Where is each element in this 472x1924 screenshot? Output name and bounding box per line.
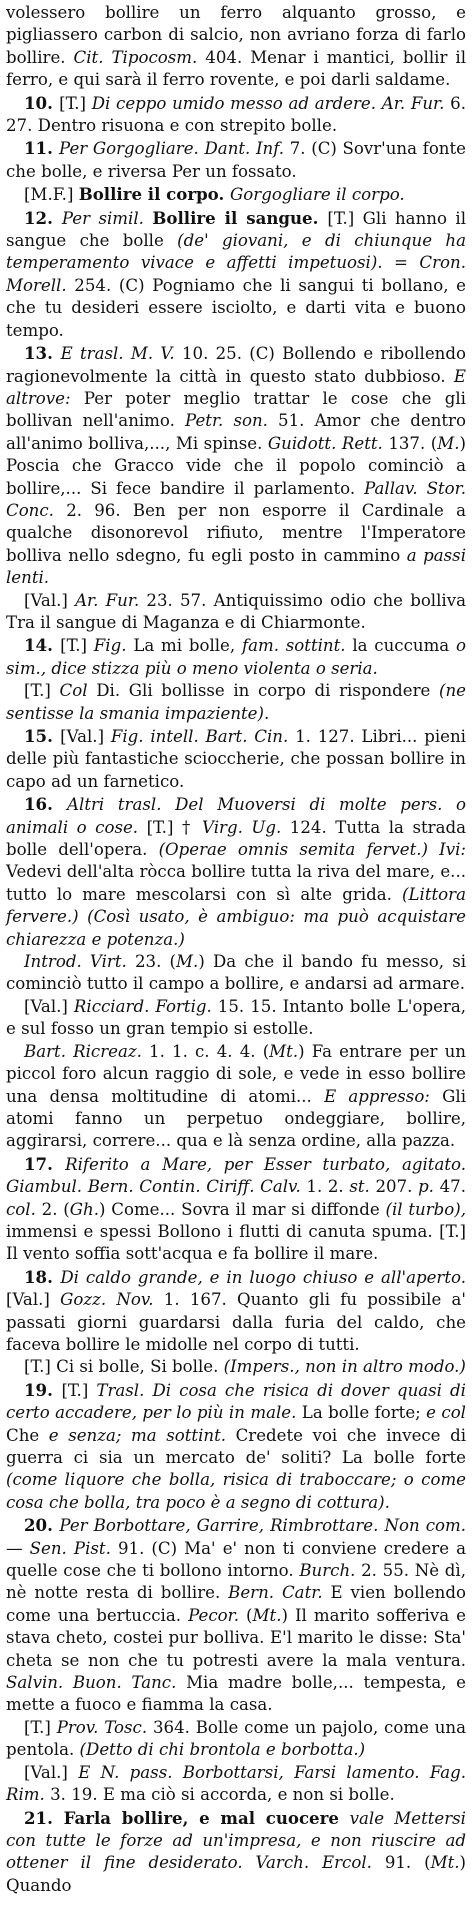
- entry-heading: 17.: [24, 1153, 66, 1174]
- dictionary-entry: [6, 793, 466, 951]
- italic-text: p.: [418, 1177, 440, 1197]
- italic-text: Cron. Morell.: [6, 253, 466, 295]
- entry-heading: 14.: [24, 635, 61, 656]
- italic-text: o sim., dice stizza più o meno violenta o seria.: [6, 636, 466, 678]
- dictionary-entry: [6, 342, 466, 589]
- body-text: 23. (: [134, 952, 177, 972]
- body-text: [Val.]: [24, 1762, 79, 1782]
- dictionary-entry: [6, 590, 466, 635]
- entry-heading: 12.: [24, 207, 62, 228]
- dictionary-entry: [6, 680, 466, 725]
- italic-text: Di ceppo umido messo ad ardere. Ar. Fur.: [91, 93, 451, 113]
- body-text: volessero bollire un ferro alquanto grosso, e pigliassero carbon di salcio, non avriano forza di farlo bollire.: [6, 3, 466, 67]
- italic-text: M.: [437, 433, 460, 453]
- entry-heading: 15.: [24, 726, 61, 746]
- body-text: 254. (C) Pogniamo che li sangui ti bollano, e che tu desideri essere isciolto, e darti vita e buono tempo.: [6, 275, 466, 340]
- body-text: La mi bolle,: [133, 636, 242, 656]
- italic-text: Guidott. Rett.: [267, 433, 389, 453]
- italic-text: Ricciard. Fortig.: [73, 996, 218, 1016]
- body-text: ) Poscia che Gracco vide che il popolo cominciò a bollire,... Si fece bandire il parlamento.: [6, 433, 466, 498]
- body-text: Gli atomi fanno un perpetuo ondeggiare, bollire, aggirarsi, correre... qua e là senza ordine, alla pazza.: [6, 1086, 466, 1151]
- body-text: 10. 25. (C) Bollendo e ribollendo ragionevolmente la città in questo stato dubbioso.: [6, 344, 466, 386]
- body-text: ) Da che il bando fu messo, si cominciò tutto il campo a bollire, e andarsi ad armare.: [6, 952, 467, 994]
- body-text: ) Quando: [6, 1853, 466, 1895]
- italic-text: Burch.: [299, 1561, 362, 1581]
- body-text: Di. Gli bollisse in corpo di rispondere: [96, 681, 440, 701]
- body-text: 2. 55. Nè dì, nè notte resta di bollire.: [6, 1561, 467, 1603]
- dictionary-entry: [6, 183, 466, 206]
- dictionary-entry: [6, 1514, 466, 1717]
- body-text: (: [246, 1605, 253, 1625]
- italic-text: Fig. intell. Bart. Cin.: [110, 727, 296, 746]
- italic-text: (ne sentisse la smania impaziente).: [6, 681, 466, 723]
- italic-text: Di caldo grande, e in luogo chiuso e all'aperto.: [60, 1267, 466, 1287]
- italic-text: Col: [59, 681, 97, 701]
- italic-text: col.: [6, 1199, 42, 1219]
- body-text: 2. (: [41, 1199, 70, 1219]
- italic-text: fam. sottint.: [241, 636, 353, 656]
- body-text: 364. Bolle come un pajolo, come una pentola.: [6, 1717, 466, 1760]
- italic-text: Mt.: [269, 1041, 299, 1061]
- body-text: 3. 19. E ma ciò si accorda, e non si bolle.: [50, 1785, 395, 1805]
- dictionary-entry: [6, 1266, 466, 1357]
- italic-text: st.: [349, 1177, 376, 1197]
- body-text: 1. 127. Libri... pieni delle più fantastiche scioccherie, che possan bollire in capo ad un farnetico.: [6, 727, 466, 791]
- body-text: 1. 1. c. 4. 4. (: [149, 1041, 270, 1061]
- italic-text: Pallav. Stor. Conc.: [6, 478, 466, 520]
- italic-text: E trasl. M. V.: [60, 344, 182, 364]
- italic-text: e senza; ma sottint.: [48, 1425, 236, 1445]
- italic-text: M.: [176, 952, 199, 972]
- body-text: 207.: [375, 1177, 419, 1197]
- dictionary-entry: [6, 1717, 466, 1762]
- body-text: [T.]: [59, 93, 92, 113]
- body-text: 47.: [439, 1177, 466, 1197]
- body-text: =: [394, 253, 420, 273]
- italic-text: Bern. Catr.: [228, 1583, 331, 1603]
- body-text: 137. (: [388, 433, 438, 453]
- italic-text: Fig.: [93, 636, 134, 656]
- body-text: [T.]: [60, 636, 94, 656]
- body-text: Vedevi dell'alta ròcca bollire tutta la riva del mare, e... tutto lo mare mescolarsi con sì alte grida.: [6, 862, 466, 904]
- body-text: 15. 15. Intanto bolle L'opera, e sul fosso un gran tempio si estolle.: [6, 996, 466, 1039]
- body-text: 23. 57. Antiquissimo odio che bolliva Tra il sangue di Maganza e di Chiarmonte.: [6, 590, 466, 632]
- body-text: [T.] †: [146, 817, 203, 837]
- italic-text: Bart. Ricreaz.: [24, 1041, 150, 1061]
- italic-text: (Operae omnis semita fervet.) Ivi:: [158, 840, 466, 860]
- italic-text: Per simil.: [61, 208, 153, 228]
- entry-heading: 10.: [24, 92, 60, 113]
- body-text: [T.]: [61, 1380, 97, 1400]
- entry-continuation: [6, 2, 466, 92]
- dictionary-entry: [6, 1379, 466, 1514]
- italic-text: (Littora fervere.) (Così usato, è ambiguo: ma può acquistare chiarezza e potenza.): [6, 884, 466, 949]
- body-text: Per poter meglio trattar le cose che gli bollivan nell'animo.: [6, 388, 466, 431]
- italic-text: Trasl. Di cosa che risica di dover quasi di certo accadere, per lo più in male.: [6, 1380, 466, 1423]
- italic-text: Per Borbottare, Garrire, Rimbrottare. Non com. — Sen. Pist.: [6, 1516, 466, 1558]
- italic-text: (Impers., non in altro modo.): [223, 1357, 466, 1377]
- body-text: [Val.]: [24, 590, 76, 610]
- italic-text: Altri trasl. Del Muoversi di molte pers. o animali o cose.: [6, 795, 466, 837]
- italic-text: Pecor.: [188, 1605, 247, 1625]
- body-text: ) Il marito sofferiva e stava cheto, costei pur bolliva. E'l marito le disse: Sta' cheta se non che tu potresti avere la mala ventura.: [6, 1605, 466, 1670]
- body-text: ) Fa entrare per un piccol foro alcun raggio di sole, e vede in esso bollire una densa moltitudine di atomi...: [6, 1041, 466, 1106]
- body-text: immensi e spessi Bollono i flutti di canuta spuma. [T.] Il vento soffia sott'acqua e fa bollire il mare.: [6, 1221, 466, 1264]
- dictionary-entry: [6, 137, 466, 183]
- italic-text: E N. pass. Borbottarsi, Farsi lamento. Fag. Rim.: [6, 1762, 466, 1805]
- italic-text: Mt.: [252, 1605, 282, 1625]
- dictionary-entry: [6, 92, 466, 138]
- italic-text: Per Gorgogliare. Dant. Inf.: [59, 139, 290, 159]
- italic-text: (come liquore che bolla, risica di traboccare; o come cosa che bolla, tra poco è a segno di cottura).: [6, 1470, 466, 1512]
- italic-text: Gorgogliare il corpo.: [230, 185, 405, 205]
- body-text: ) Come... Sovra il mar si diffonde: [99, 1199, 386, 1219]
- italic-text: vale Mettersi con tutte le forze ad un'impresa, e non riuscire ad ottener il fine desiderato. Varch. Ercol.: [6, 1808, 466, 1873]
- dictionary-entry: [6, 951, 466, 996]
- body-text: 1. 167. Quanto gli fu possibile a' passati giorni guardarsi dalla furia del caldo, che faceva bollire le midolle nel corpo di tutti.: [6, 1290, 466, 1354]
- entry-heading: Bollire il sangue.: [152, 207, 328, 228]
- body-text: E vien bollendo come una bertuccia.: [6, 1583, 466, 1625]
- italic-text: (de' giovani, e di chiunque ha temperamento vivace e affetti impetuosi).: [6, 231, 466, 273]
- body-text: [Val.]: [24, 996, 74, 1016]
- body-text: [Val.]: [6, 1290, 61, 1310]
- dictionary-entry: [6, 1762, 466, 1807]
- body-text: [T.] Ci si bolle, Si bolle.: [24, 1357, 224, 1377]
- italic-text: Mt.: [430, 1853, 460, 1873]
- body-text: Che: [6, 1425, 49, 1445]
- dictionary-entry: [6, 1807, 466, 1898]
- italic-text: (il turbo),: [385, 1199, 467, 1219]
- body-text: [T.]: [24, 681, 60, 701]
- dictionary-page: [6, 2, 466, 1897]
- body-text: Mia madre bolle,... tempesta, e mette a fuoco e fiamma la casa.: [6, 1673, 467, 1715]
- body-text: [Val.]: [60, 727, 111, 746]
- dictionary-entry: [6, 725, 466, 793]
- italic-text: e col: [426, 1403, 466, 1423]
- italic-text: Gozz. Nov.: [60, 1290, 164, 1310]
- body-text: 91. (C) Ma' e' non ti conviene credere a quelle cose che ti bollono intorno.: [6, 1538, 466, 1581]
- dictionary-entry: [6, 634, 466, 680]
- dictionary-entry: [6, 1356, 466, 1378]
- dictionary-entry: [6, 207, 466, 342]
- body-text: 7. (C) Sovr'una fonte che bolle, e riversa Per un fossato.: [6, 139, 466, 181]
- italic-text: Introd. Virt.: [24, 952, 135, 972]
- italic-text: Ar. Fur.: [75, 590, 147, 610]
- body-text: [T.]: [24, 1717, 57, 1737]
- entry-heading: 16.: [24, 794, 68, 815]
- italic-text: Petr. son.: [185, 411, 279, 431]
- italic-text: Gh.: [69, 1199, 99, 1219]
- body-text: 1. 2.: [306, 1177, 350, 1197]
- italic-text: Virg. Ug.: [202, 817, 290, 837]
- body-text: [M.F.]: [24, 185, 79, 205]
- italic-text: Cit. Tipocosm.: [73, 47, 206, 67]
- body-text: Credete voi che invece di guerra ci sia un mercato de' soliti? La bolle forte: [6, 1425, 467, 1467]
- entry-heading: Farla bollire, e mal cuocere: [63, 1807, 350, 1828]
- body-text: 124. Tutta la strada bolle dell'opera.: [6, 817, 466, 860]
- entry-heading: 18.: [24, 1266, 61, 1287]
- entry-heading: 20.: [24, 1515, 60, 1536]
- italic-text: E altrove:: [6, 366, 466, 408]
- entry-heading: 13.: [24, 343, 61, 364]
- body-text: 404. Menar i mantici, bollir il ferro, e qui sarà il ferro rovente, e poi darli saldame.: [6, 47, 466, 90]
- entry-heading: 11.: [24, 138, 60, 159]
- italic-text: Riferito a Mare, per Esser turbato, agitato. Giambul. Bern. Contin. Ciriff. Calv.: [6, 1154, 466, 1197]
- entry-heading: 19.: [24, 1379, 62, 1400]
- body-text: [T.] Gli hanno il sangue che bolle: [6, 208, 467, 251]
- italic-text: Salvin. Buon. Tanc.: [6, 1673, 187, 1693]
- body-text: la cuccuma: [352, 636, 456, 656]
- dictionary-entry: [6, 996, 466, 1041]
- dictionary-entry: [6, 1041, 466, 1153]
- italic-text: E appresso:: [324, 1086, 443, 1106]
- body-text: 6. 27. Dentro risuona e con strepito bolle.: [6, 93, 466, 136]
- body-text: 51. Amor che dentro all'animo bolliva,..., Mi spinse.: [6, 411, 466, 453]
- body-text: 91. (: [384, 1853, 431, 1873]
- italic-text: (Detto di chi brontola e borbotta.): [79, 1740, 366, 1760]
- entry-heading: 21.: [24, 1807, 64, 1828]
- italic-text: Prov. Tosc.: [56, 1717, 153, 1737]
- dictionary-entry: [6, 1153, 466, 1266]
- entry-heading: Bollire il corpo.: [78, 184, 231, 205]
- body-text: 2. 96. Ben per non esporre il Cardinale a qualche disonorevol rifiuto, mentre l'Imperatore bolliva nello sdegno, fu egli posto in cammino: [6, 500, 466, 565]
- italic-text: a passi lenti.: [6, 545, 466, 588]
- body-text: La bolle forte;: [301, 1403, 427, 1423]
